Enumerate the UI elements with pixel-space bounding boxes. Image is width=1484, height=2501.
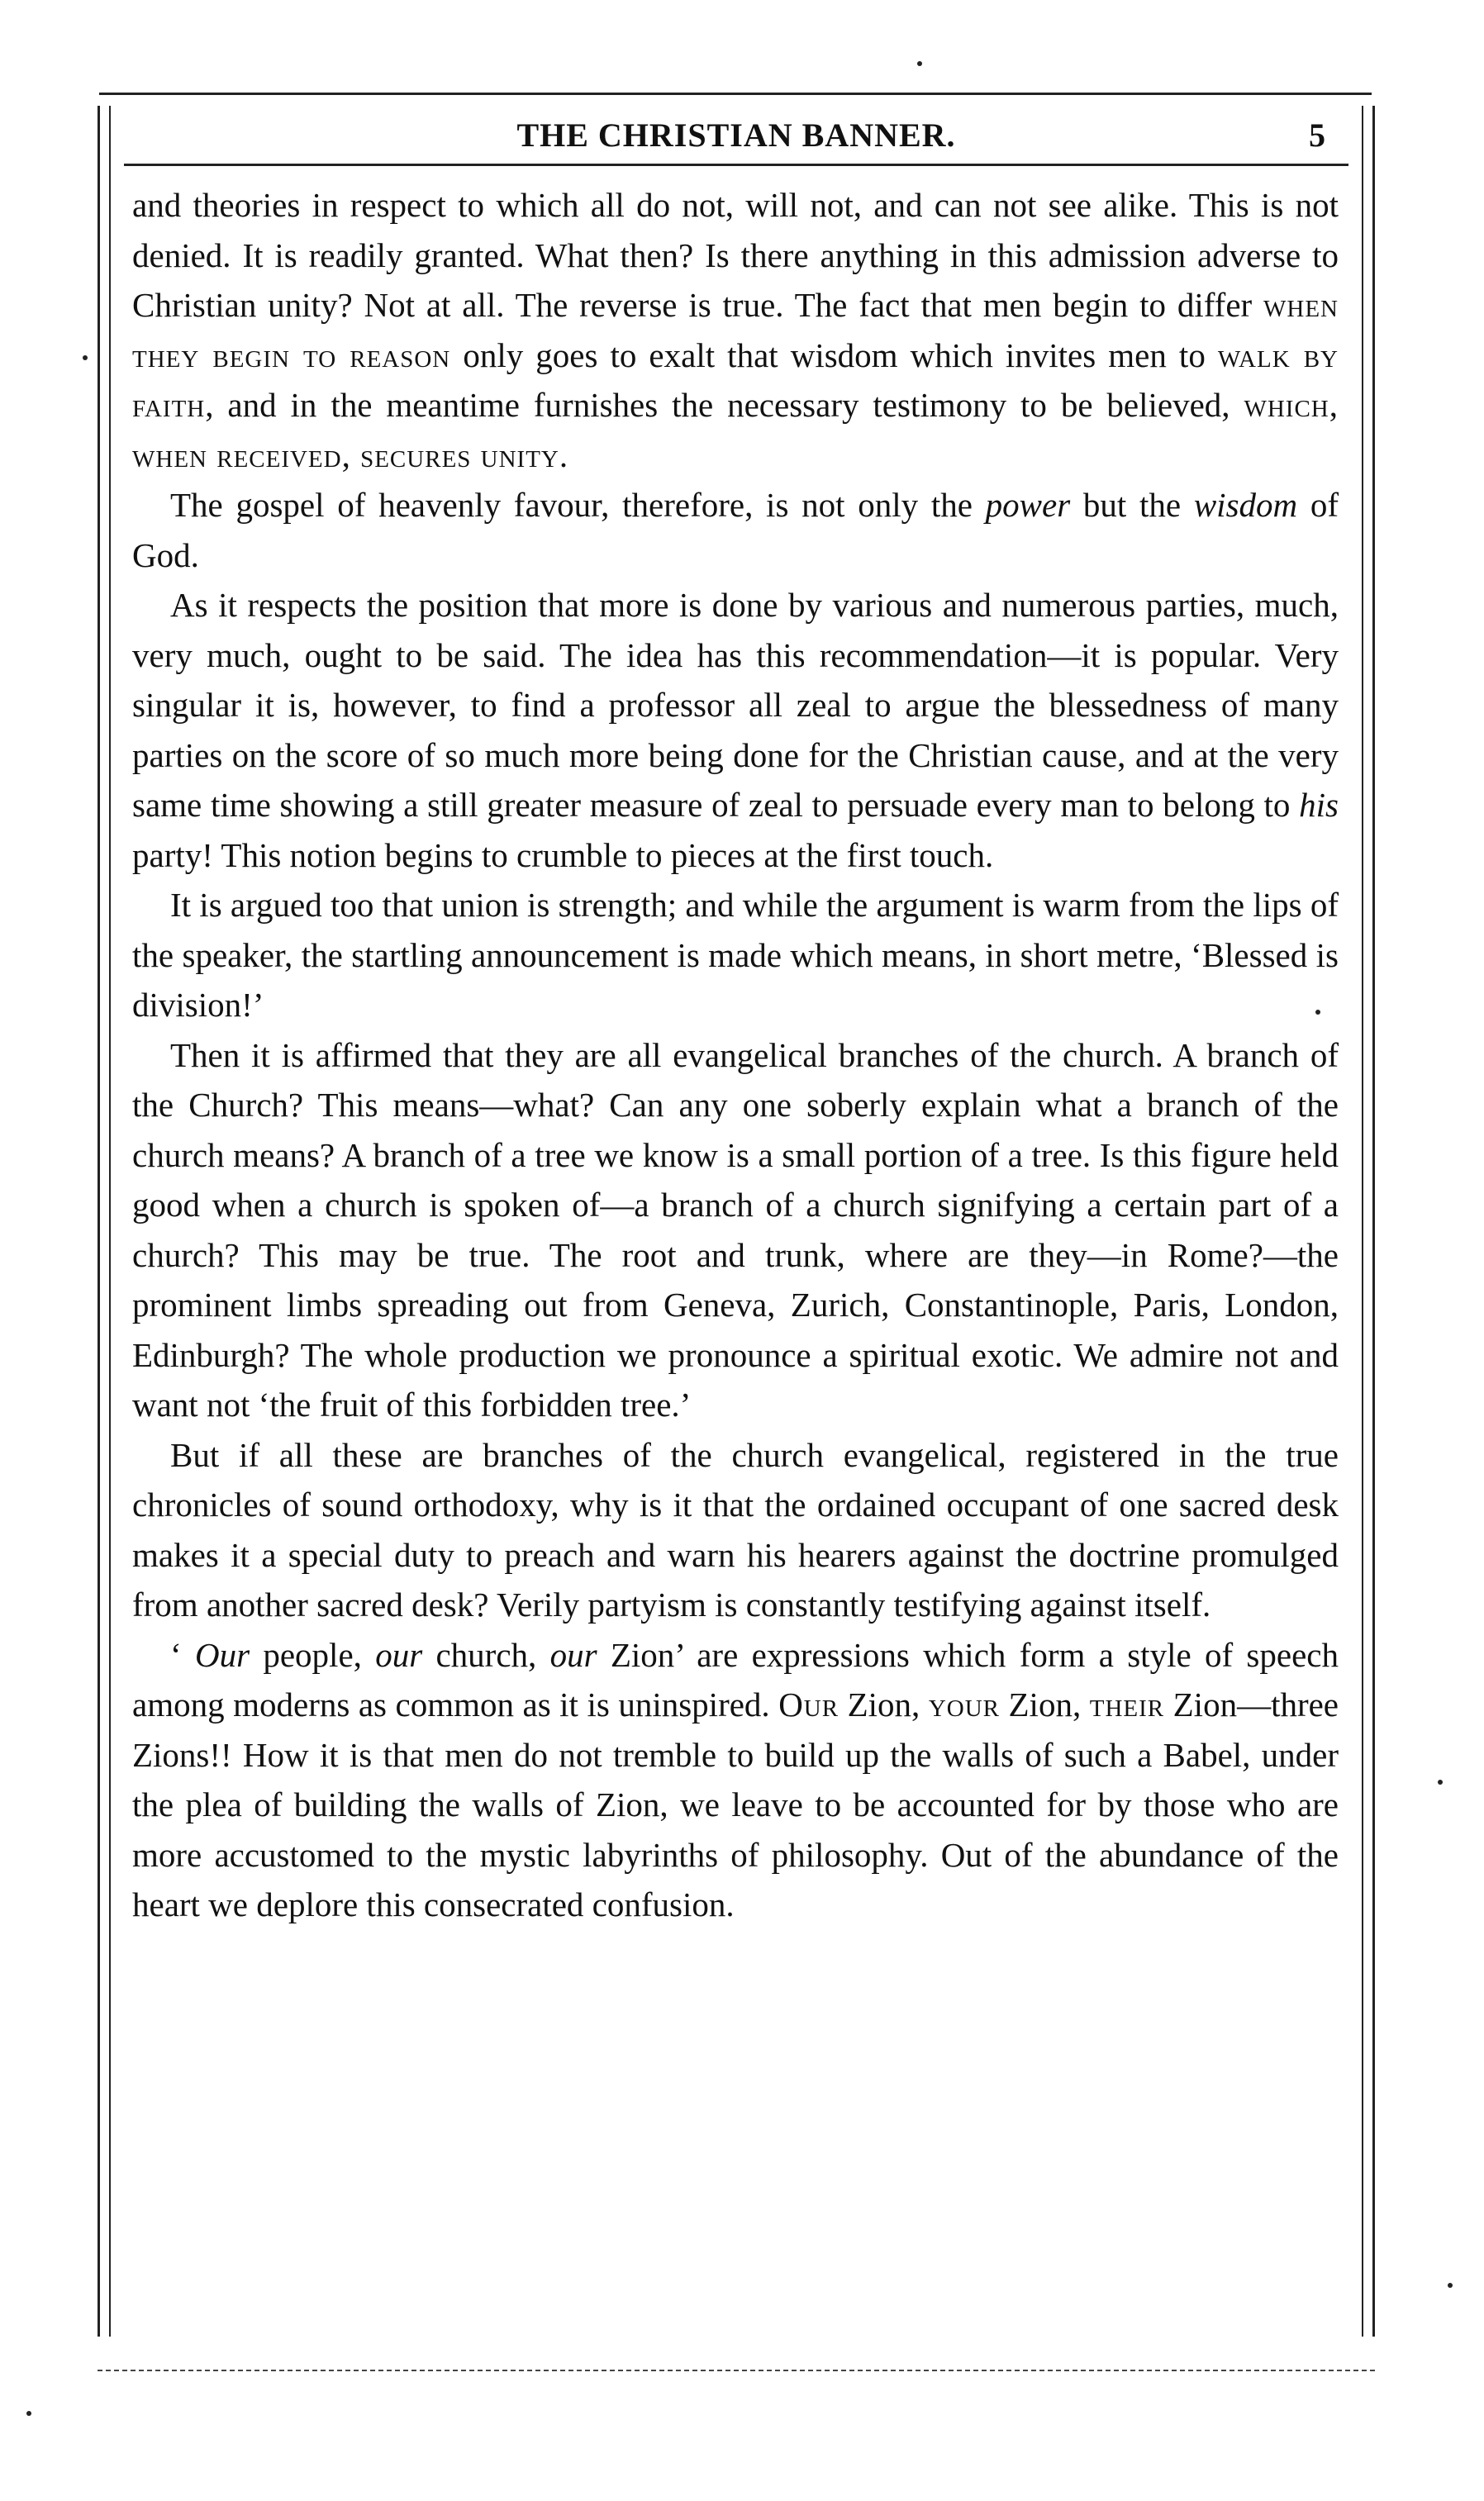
text-run: Zion,	[839, 1686, 929, 1724]
ink-speck	[917, 61, 922, 66]
paragraph-1	[132, 180, 1339, 480]
ink-speck	[83, 355, 88, 360]
text-run: Zion,	[1000, 1686, 1090, 1724]
running-title: THE CHRISTIAN BANNER.	[516, 116, 956, 154]
paragraph-4	[132, 880, 1339, 1030]
ink-speck	[1315, 1010, 1320, 1015]
text-run: walk by faith	[132, 335, 1339, 424]
text-run: when they begin to reason	[132, 286, 1339, 374]
text-run: his	[1299, 786, 1339, 824]
text-run: people,	[250, 1635, 376, 1674]
text-run: ‘	[170, 1635, 195, 1674]
text-run: The gospel of heavenly favour, therefore, is not only the	[170, 486, 986, 524]
paragraph-3	[132, 580, 1339, 880]
text-run: , and in the meantime furnishes the necessary testimony to be believed,	[205, 386, 1244, 424]
header-rule	[124, 164, 1348, 166]
bottom-rule	[98, 2370, 1375, 2371]
ink-speck	[1438, 1780, 1443, 1785]
text-run: power	[985, 486, 1071, 524]
text-run: which, when received, secures unity.	[132, 386, 1339, 474]
paragraph-7	[132, 1630, 1339, 1930]
text-run: Zion—three Zions!! How it is that men do not tremble to build up the walls of such a Babel, under the plea of building the walls of Zion, we leave to be accounted for by those who are more accustomed to the mystic labyrinths of philosophy. Out of the abundance of the heart we deplore this consecrated confusion.	[132, 1686, 1339, 1923]
paragraph-5	[132, 1030, 1339, 1430]
text-run: church,	[422, 1635, 550, 1674]
article-body	[132, 180, 1339, 1930]
running-head	[124, 116, 1348, 162]
top-rule	[99, 93, 1372, 95]
text-run: Our	[194, 1635, 250, 1674]
text-run: party! This notion begins to crumble to pieces at the first touch.	[132, 835, 994, 874]
text-run: wisdom	[1193, 486, 1298, 524]
text-run: Zion’ are expressions which form a style of speech among moderns as common as it is uninspired.	[132, 1635, 1339, 1724]
text-run: your	[928, 1686, 1000, 1724]
text-run: It is argued too that union is strength; and while the argument is warm from the lips of the speaker, the startling announcement is made which means, in short metre, ‘Blessed is division!’	[132, 886, 1339, 1024]
paragraph-6	[132, 1430, 1339, 1630]
text-run: our	[549, 1635, 597, 1674]
page-number: 5	[1309, 116, 1325, 154]
text-run: Our	[778, 1686, 840, 1724]
paragraph-2	[132, 480, 1339, 580]
ink-speck	[26, 2411, 31, 2416]
text-run: our	[375, 1635, 423, 1674]
text-run: only goes to exalt that wisdom which invites men to	[450, 335, 1218, 374]
text-run: but the	[1070, 486, 1194, 524]
ink-speck	[1448, 2283, 1453, 2288]
text-run: Then it is affirmed that they are all evangelical branches of the church. A branch of the Church? This means—what? Can any one soberly explain what a branch of the church means? A branch of a tree we know is a small portion of a tree. Is this figure held good when a church is spoken of—a branch of a church signifying a certain part of a church? This may be true. The root and trunk, where are they—in Rome?—the prominent limbs spreading out from Geneva, Zurich, Constantinople, Paris, London, Edinburgh? The whole production we pronounce a spiritual exotic. We admire not and want not ‘the fruit of this forbidden tree.’	[132, 1035, 1339, 1424]
text-run: of God.	[132, 486, 1339, 574]
text-run: their	[1089, 1686, 1165, 1724]
text-run: But if all these are branches of the church evangelical, registered in the true chronicles of sound orthodoxy, why is it that the ordained occupant of one sacred desk makes it a special duty to preach and warn his hearers against the doctrine promulged from another sacred desk? Verily partyism is constantly testifying against itself.	[132, 1435, 1339, 1624]
text-run: and theories in respect to which all do not, will not, and can not see alike. This is not denied. It is readily granted. What then? Is there anything in this admission adverse to Christian unity? Not at all. The reverse is true. The fact that men begin to differ	[132, 186, 1339, 324]
text-run: As it respects the position that more is done by various and numerous parties, much, very much, ought to be said. The idea has this recommendation—it is popular. Very singular it is, however, to find a professor all zeal to argue the blessedness of many parties on the score of so much more being done for the Christian cause, and at the very same time showing a still greater measure of zeal to persuade every man to belong to	[132, 586, 1339, 824]
